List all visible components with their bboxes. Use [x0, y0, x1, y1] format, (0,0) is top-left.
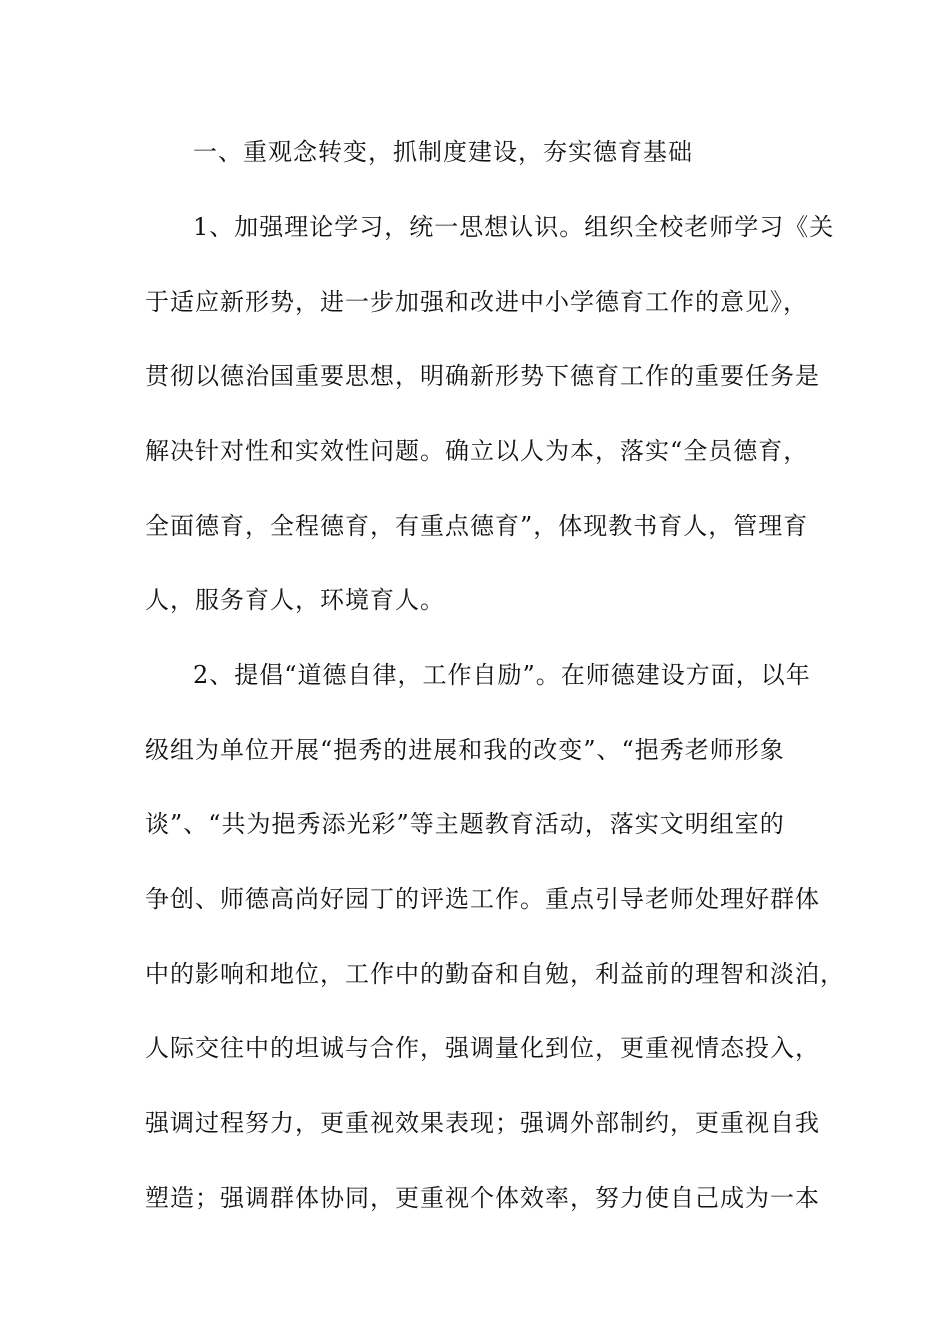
paragraph-line: 2、提倡“道德自律，工作自励”。在师德建设方面，以年 — [193, 661, 811, 689]
section-heading: 一、重观念转变，抓制度建设，夯实德育基础 — [193, 138, 693, 166]
paragraph-line: 人际交往中的坦诚与合作，强调量化到位，更重视情态投入， — [145, 1034, 820, 1062]
paragraph-line: 级组为单位开展“挹秀的进展和我的改变”、“挹秀老师形象 — [145, 736, 785, 764]
paragraph-line: 谈”、“共为挹秀添光彩”等主题教育活动，落实文明组室的 — [145, 810, 785, 838]
paragraph-line: 争创、师德高尚好园丁的评选工作。重点引导老师处理好群体 — [145, 885, 820, 913]
paragraph-line: 解决针对性和实效性问题。确立以人为本，落实“全员德育， — [145, 437, 809, 465]
paragraph-line: 中的影响和地位，工作中的勤奋和自勉，利益前的理智和淡泊， — [145, 960, 845, 988]
paragraph-line: 贯彻以德治国重要思想，明确新形势下德育工作的重要任务是 — [145, 362, 820, 390]
paragraph-line: 塑造；强调群体协同，更重视个体效率，努力使自己成为一本 — [145, 1184, 820, 1212]
paragraph-line: 1、加强理论学习，统一思想认识。组织全校老师学习《关 — [193, 213, 835, 241]
paragraph-line: 全面德育，全程德育，有重点德育”，体现教书育人，管理育 — [145, 512, 809, 540]
paragraph-line: 于适应新形势，进一步加强和改进中小学德育工作的意见》， — [145, 288, 808, 316]
paragraph-line: 人，服务育人，环境育人。 — [145, 586, 445, 614]
paragraph-line: 强调过程努力，更重视效果表现；强调外部制约，更重视自我 — [145, 1109, 820, 1137]
